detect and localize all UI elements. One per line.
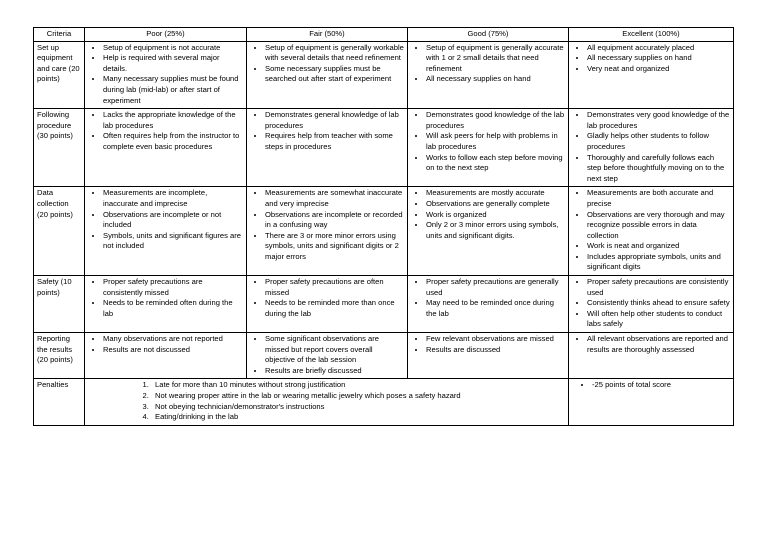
excellent-bullet-list — [572, 110, 730, 184]
penalty-item: 2. Not wearing proper attire in the lab or wearing metallic jewelry which poses a safety hazard — [151, 391, 565, 402]
good-bullet-list — [411, 277, 565, 319]
criteria-cell: Safety (10 points) — [34, 276, 85, 333]
fair-cell — [247, 333, 408, 379]
excellent-cell — [569, 276, 734, 333]
penalty-item: 4. Eating/drinking in the lab — [151, 412, 565, 423]
good-bullet-list — [411, 43, 565, 85]
header-good: Good (75%) — [408, 28, 569, 42]
bullet-item: • Some significant observations are missed but report covers overall objective of the lab session — [265, 334, 404, 366]
penalties-list-cell — [85, 379, 569, 425]
bullet-item: • Observations are very thorough and may recognize possible errors in data collection — [587, 210, 730, 242]
penalties-list — [125, 380, 565, 422]
bullet-item: • Observations are incomplete or recorded in a confusing way — [265, 210, 404, 231]
header-fair: Fair (50%) — [247, 28, 408, 42]
bullet-item: • Gladly helps other students to follow procedures — [587, 131, 730, 152]
bullet-item: • Only 2 or 3 minor errors using symbols, units and significant digits. — [426, 220, 565, 241]
bullet-item: • Setup of equipment is generally accurate with 1 or 2 small details that need refinement — [426, 43, 565, 75]
bullet-item: • Needs to be reminded more than once during the lab — [265, 298, 404, 319]
bullet-item: • Proper safety precautions are consistently missed — [103, 277, 243, 298]
bullet-item: • Requires help from teacher with some steps in procedures — [265, 131, 404, 152]
good-cell — [408, 41, 569, 109]
bullet-item: • Very neat and organized — [587, 64, 730, 75]
bullet-item: • Results are not discussed — [103, 345, 243, 356]
excellent-bullet-list — [572, 277, 730, 330]
rubric-row — [34, 333, 734, 379]
bullet-item: • All equipment accurately placed — [587, 43, 730, 54]
poor-bullet-list — [88, 188, 243, 252]
good-cell — [408, 187, 569, 276]
bullet-item: • Measurements are both accurate and precise — [587, 188, 730, 209]
bullet-item: • Includes appropriate symbols, units and significant digits — [587, 252, 730, 273]
bullet-item: • Proper safety precautions are consistently used — [587, 277, 730, 298]
bullet-item: • Often requires help from the instructor to complete even basic procedures — [103, 131, 243, 152]
poor-bullet-list — [88, 334, 243, 355]
excellent-cell — [569, 333, 734, 379]
rubric-row — [34, 41, 734, 109]
bullet-item: • Thoroughly and carefully follows each step before thoughtfully moving on to the next step — [587, 153, 730, 185]
bullet-item: • Some necessary supplies must be searched out after start of experiment — [265, 64, 404, 85]
bullet-item: • Measurements are somewhat inaccurate and very imprecise — [265, 188, 404, 209]
bullet-item: • Demonstrates general knowledge of lab procedures — [265, 110, 404, 131]
bullet-item: • Work is organized — [426, 210, 565, 221]
fair-bullet-list — [250, 334, 404, 376]
bullet-item: • All necessary supplies on hand — [587, 53, 730, 64]
bullet-item: • Works to follow each step before moving on to the next step — [426, 153, 565, 174]
bullet-item: • Results are briefly discussed — [265, 366, 404, 377]
fair-bullet-list — [250, 43, 404, 85]
header-poor: Poor (25%) — [85, 28, 247, 42]
excellent-bullet-list — [572, 43, 730, 75]
bullet-item: • Observations are generally complete — [426, 199, 565, 210]
criteria-cell: Data collection (20 points) — [34, 187, 85, 276]
criteria-cell: Set up equipment and care (20 points) — [34, 41, 85, 109]
fair-cell — [247, 187, 408, 276]
penalties-deduction-cell — [569, 379, 734, 425]
bullet-item: • Many observations are not reported — [103, 334, 243, 345]
rubric-row — [34, 187, 734, 276]
poor-cell — [85, 333, 247, 379]
rubric-table — [33, 27, 734, 426]
bullet-item: • Consistently thinks ahead to ensure safety — [587, 298, 730, 309]
bullet-item: • Setup of equipment is not accurate — [103, 43, 243, 54]
penalty-item: 1. Late for more than 10 minutes without strong justification — [151, 380, 565, 391]
poor-cell — [85, 109, 247, 187]
header-criteria: Criteria — [34, 28, 85, 42]
poor-bullet-list — [88, 277, 243, 319]
bullet-item: • Will often help other students to conduct labs safely — [587, 309, 730, 330]
bullet-item: • Measurements are incomplete, inaccurate and imprecise — [103, 188, 243, 209]
rubric-row — [34, 109, 734, 187]
bullet-item: • Demonstrates very good knowledge of the lab procedures — [587, 110, 730, 131]
good-bullet-list — [411, 110, 565, 174]
fair-bullet-list — [250, 277, 404, 319]
excellent-cell — [569, 109, 734, 187]
criteria-cell: Following procedure (30 points) — [34, 109, 85, 187]
good-bullet-list — [411, 334, 565, 355]
excellent-cell — [569, 187, 734, 276]
fair-cell — [247, 41, 408, 109]
bullet-item: • Proper safety precautions are generally used — [426, 277, 565, 298]
fair-cell — [247, 109, 408, 187]
bullet-item: • Observations are incomplete or not included — [103, 210, 243, 231]
excellent-bullet-list — [572, 334, 730, 355]
fair-bullet-list — [250, 110, 404, 152]
poor-cell — [85, 187, 247, 276]
penalties-deduction: • -25 points of total score — [592, 380, 730, 391]
bullet-item: • All relevant observations are reported and results are thoroughly assessed — [587, 334, 730, 355]
poor-bullet-list — [88, 110, 243, 152]
good-cell — [408, 333, 569, 379]
bullet-item: • Symbols, units and significant figures are not included — [103, 231, 243, 252]
excellent-cell — [569, 41, 734, 109]
poor-cell — [85, 41, 247, 109]
criteria-cell: Reporting the results (20 points) — [34, 333, 85, 379]
bullet-item: • Will ask peers for help with problems in lab procedures — [426, 131, 565, 152]
good-cell — [408, 109, 569, 187]
header-row — [34, 28, 734, 42]
good-bullet-list — [411, 188, 565, 241]
bullet-item: • Many necessary supplies must be found during lab (mid-lab) or after start of experiment — [103, 74, 243, 106]
fair-cell — [247, 276, 408, 333]
bullet-item: • Measurements are mostly accurate — [426, 188, 565, 199]
bullet-item: • Setup of equipment is generally workable with several details that need refinement — [265, 43, 404, 64]
penalties-label: Penalties — [34, 379, 85, 425]
bullet-item: • Results are discussed — [426, 345, 565, 356]
rubric-body — [34, 41, 734, 379]
bullet-item: • Work is neat and organized — [587, 241, 730, 252]
fair-bullet-list — [250, 188, 404, 262]
poor-cell — [85, 276, 247, 333]
bullet-item: • There are 3 or more minor errors using symbols, units and significant digits or 2 major errors — [265, 231, 404, 263]
bullet-item: • Demonstrates good knowledge of the lab procedures — [426, 110, 565, 131]
bullet-item: • All necessary supplies on hand — [426, 74, 565, 85]
bullet-item: • Proper safety precautions are often missed — [265, 277, 404, 298]
good-cell — [408, 276, 569, 333]
penalty-item: 3. Not obeying technician/demonstrator's instructions — [151, 402, 565, 413]
bullet-item: • Few relevant observations are missed — [426, 334, 565, 345]
poor-bullet-list — [88, 43, 243, 107]
bullet-item: • May need to be reminded once during the lab — [426, 298, 565, 319]
bullet-item: • Lacks the appropriate knowledge of the lab procedures — [103, 110, 243, 131]
penalties-row — [34, 379, 734, 425]
header-excellent: Excellent (100%) — [569, 28, 734, 42]
bullet-item: • Help is required with several major details. — [103, 53, 243, 74]
excellent-bullet-list — [572, 188, 730, 273]
rubric-row — [34, 276, 734, 333]
bullet-item: • Needs to be reminded often during the lab — [103, 298, 243, 319]
